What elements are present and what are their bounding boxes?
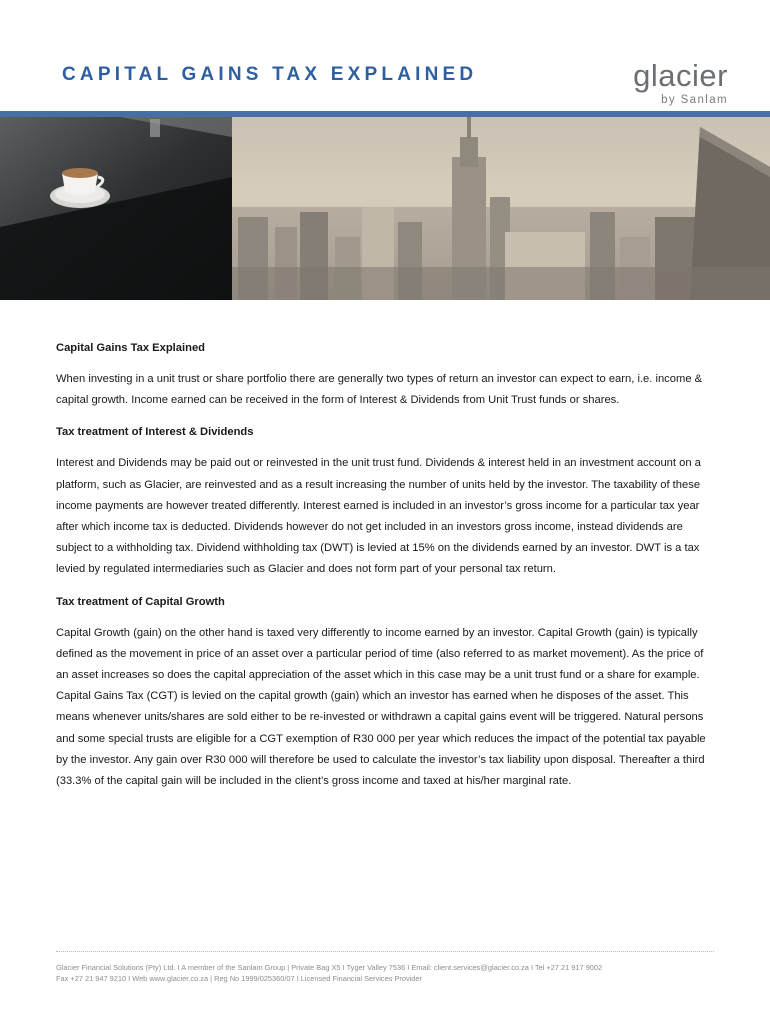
page-footer: [56, 962, 736, 984]
page-header: [0, 0, 770, 112]
heading-capital-growth: Tax treatment of Capital Growth: [56, 595, 225, 608]
footer-line-1: Glacier Financial Solutions (Pty) Ltd. I A member of the Sanlam Group | Private Bag X5 I Tyger Valley 7536 I Email: client.services@glacier.co.za I Tel +27 21 917 9002: [56, 963, 603, 972]
logo-subtitle: by Sanlam: [661, 94, 728, 106]
document-body: [56, 338, 716, 803]
logo-wordmark: glacier: [633, 58, 728, 93]
paragraph-capital-growth: Capital Growth (gain) on the other hand is taxed very differently to income earned by an investor. Capital Growth (gain) is typically defined as the movement in price of an asset over a particular period of time (also referred to as market movement). As the price of an asset increases so does the capital appreciation of the asset which in this case may be a unit trust fund or a share for example. Capital Gains Tax (CGT) is levied on the capital growth (gain) which an investor has earned when he disposes of the asset. This means whenever units/shares are sold either to be re-invested or withdrawn a capital gains event will be triggered. Natural persons and some special trusts are eligible for a CGT exemption of R30 000 per year which reduces the impact of the potential tax payable by the investor. Any gain over R30 000 will therefore be used to calculate the investor’s tax liability upon disposal. Thereafter a third (33.3% of the capital gain will be included in the client’s gross income and taxed at his/her marginal rate.: [56, 626, 706, 788]
city-skyline-photo: [232, 117, 770, 300]
paragraph-intro: When investing in a unit trust or share portfolio there are generally two types of return an investor can expect to earn, i.e. income & capital growth. Income earned can be received in the form of Interest & Dividends from Unit Trust funds or shares.: [56, 373, 703, 407]
document-title: CAPITAL GAINS TAX EXPLAINED: [62, 64, 478, 85]
banner-image: [0, 117, 770, 300]
footer-divider: [56, 951, 714, 952]
footer-line-2: Fax +27 21 947 9210 I Web www.glacier.co.za | Reg No 1999/025360/07 I Licensed Financial Services Provider: [56, 974, 422, 983]
heading-cgt-explained: Capital Gains Tax Explained: [56, 342, 206, 354]
heading-interest-dividends: Tax treatment of Interest & Dividends: [56, 426, 254, 439]
paragraph-interest-dividends: Interest and Dividends may be paid out or reinvested in the unit trust fund. Dividends & interest held in an investment account on a platform, such as Glacier, are reinvested and as a result increasing the number of units held by the investor. The taxability of these income payments are however treated differently. Interest earned is included in an investor’s gross income for a particular tax year after which income tax is deducted. Dividends however do not get included in an investors gross income, instead dividends are subject to a withholding tax. Dividend withholding tax (DWT) is levied at 15% on the dividends earned by an investor. DWT is a tax levied by regulated intermediaries such as Glacier and does not form part of your personal tax return.: [56, 457, 701, 576]
coffee-cup-photo: [0, 117, 232, 300]
glacier-logo: [633, 60, 728, 106]
